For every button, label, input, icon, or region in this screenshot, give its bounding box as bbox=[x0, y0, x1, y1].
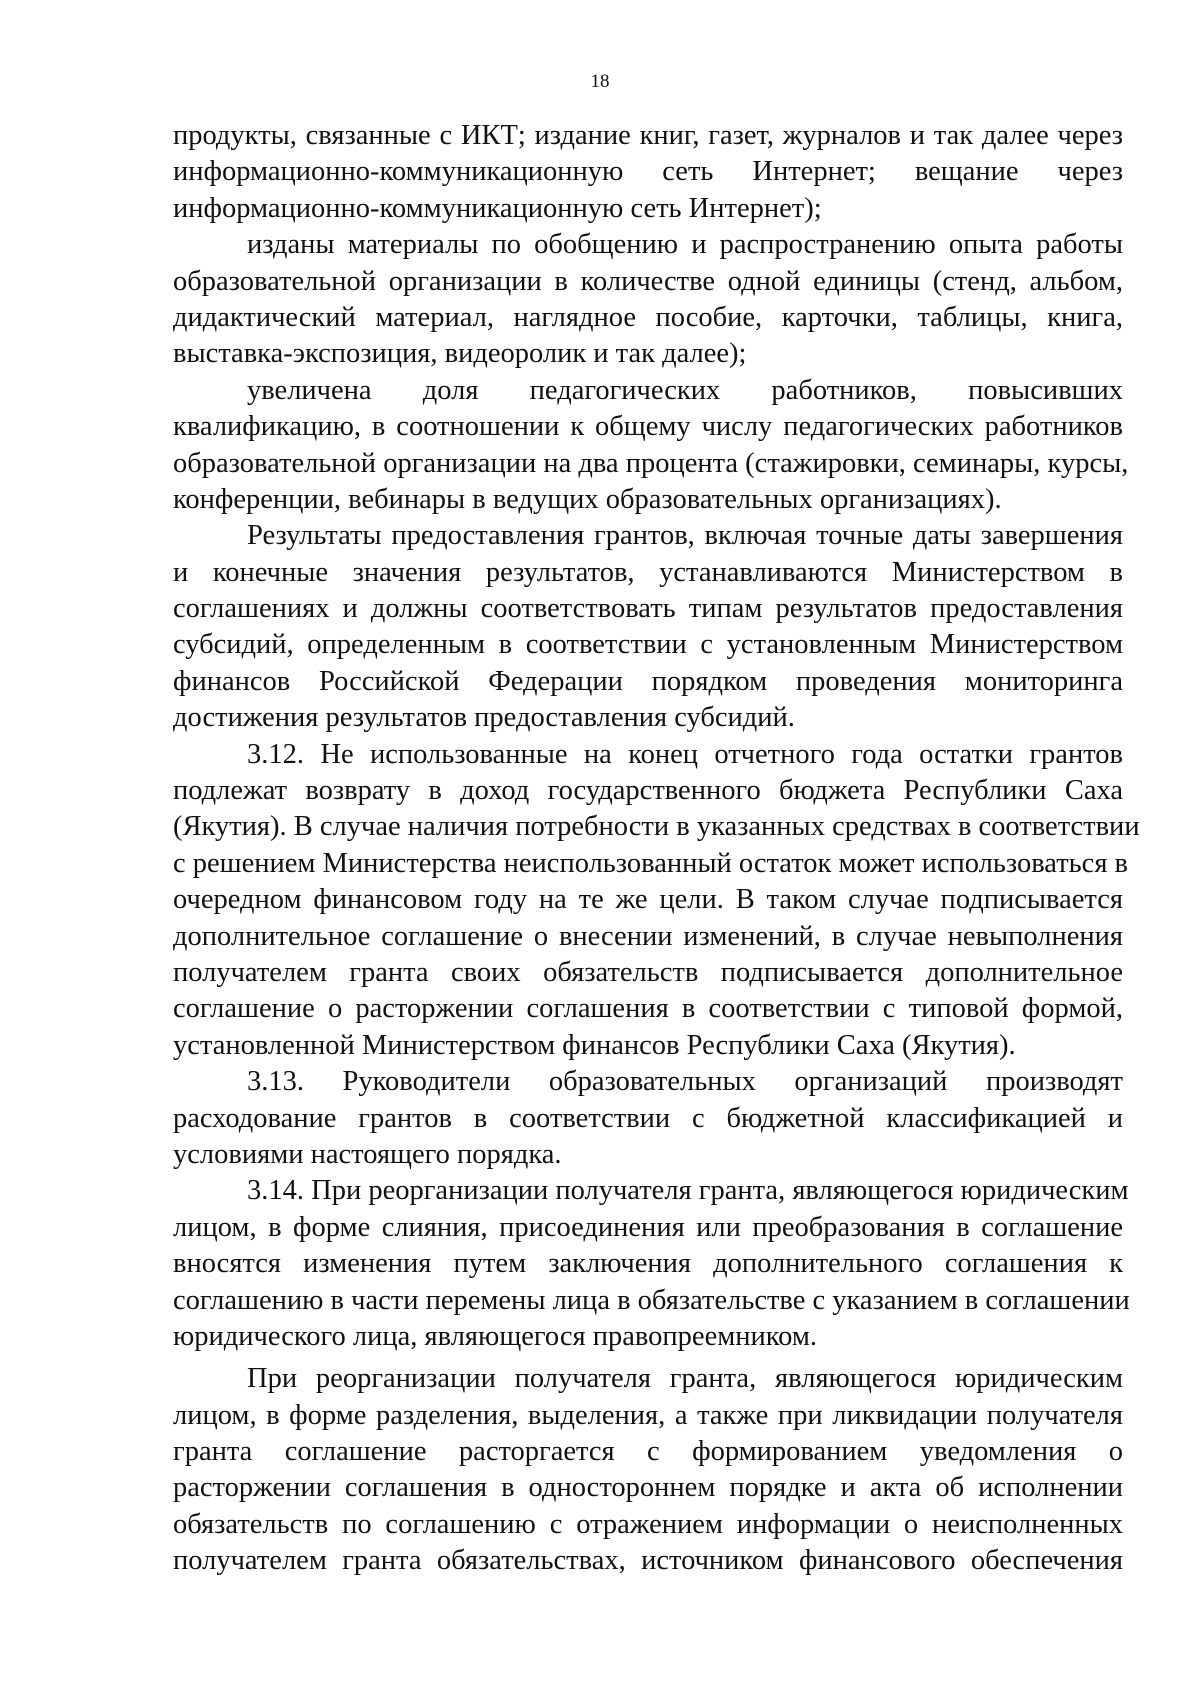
text-line: 3.14. При реорганизации получателя гранта, являющегося юридическим bbox=[247, 1175, 1129, 1207]
text-line: дополнительное соглашение о внесении изменений, в случае невыполнения bbox=[173, 920, 1123, 952]
text-line: вносятся изменения путем заключения дополнительного соглашения к bbox=[173, 1248, 1123, 1280]
page-number: 18 bbox=[590, 71, 610, 92]
text-line: соглашению в части перемены лица в обязательстве с указанием в соглашении bbox=[173, 1284, 1130, 1316]
text-line: расходование грантов в соответствии с бюджетной классификацией и bbox=[173, 1102, 1123, 1134]
text-line: изданы материалы по обобщению и распространению опыта работы bbox=[247, 229, 1123, 261]
paragraph bbox=[173, 1064, 1123, 1173]
text-line: При реорганизации получателя гранта, являющегося юридическим bbox=[247, 1363, 1123, 1395]
text-line: конференции, вебинары в ведущих образовательных организациях). bbox=[173, 483, 1002, 515]
text-line: условиями настоящего порядка. bbox=[173, 1138, 562, 1170]
text-line: обязательств по соглашению с отражением информации о неисполненных bbox=[173, 1508, 1123, 1540]
text-line: увеличена доля педагогических работников, повысивших bbox=[247, 374, 1123, 406]
text-line: информационно-коммуникационную сеть Интернет; вещание через bbox=[173, 156, 1123, 188]
paragraph bbox=[173, 118, 1123, 227]
paragraph bbox=[173, 1361, 1123, 1579]
text-line: 3.13. Руководители образовательных организаций производят bbox=[247, 1066, 1123, 1098]
text-line: гранта соглашение расторгается с формированием уведомления о bbox=[173, 1436, 1123, 1468]
text-line: выставка-экспозиция, видеоролик и так далее); bbox=[173, 338, 747, 370]
text-line: образовательной организации на два процента (стажировки, семинары, курсы, bbox=[173, 447, 1129, 479]
text-line: подлежат возврату в доход государственного бюджета Республики Саха bbox=[173, 775, 1123, 807]
text-line: и конечные значения результатов, устанавливаются Министерством в bbox=[173, 556, 1123, 588]
text-line: субсидий, определенным в соответствии с установленным Министерством bbox=[173, 629, 1123, 661]
text-line: установленной Министерством финансов Республики Саха (Якутия). bbox=[173, 1029, 1016, 1061]
text-line: получателем гранта обязательствах, источником финансового обеспечения bbox=[173, 1545, 1123, 1577]
text-line: соглашениях и должны соответствовать типам результатов предоставления bbox=[173, 593, 1123, 625]
text-line: информационно-коммуникационную сеть Интернет); bbox=[173, 192, 822, 224]
text-line: соглашение о расторжении соглашения в соответствии с типовой формой, bbox=[173, 993, 1123, 1025]
paragraph bbox=[173, 518, 1123, 736]
paragraph bbox=[173, 373, 1129, 519]
text-line: финансов Российской Федерации порядком проведения мониторинга bbox=[173, 665, 1123, 697]
text-line: 3.12. Не использованные на конец отчетного года остатки грантов bbox=[247, 738, 1123, 770]
text-line: расторжении соглашения в одностороннем порядке и акта об исполнении bbox=[173, 1472, 1123, 1504]
text-line: лицом, в форме разделения, выделения, а также при ликвидации получателя bbox=[173, 1399, 1123, 1431]
text-line: дидактический материал, наглядное пособие, карточки, таблицы, книга, bbox=[173, 301, 1123, 333]
text-line: образовательной организации в количестве одной единицы (стенд, альбом, bbox=[173, 265, 1123, 297]
paragraph bbox=[173, 1173, 1130, 1355]
text-line: лицом, в форме слияния, присоединения или преобразования в соглашение bbox=[173, 1211, 1123, 1243]
text-line: получателем гранта своих обязательств подписывается дополнительное bbox=[173, 956, 1123, 988]
text-line: с решением Министерства неиспользованный остаток может использоваться в bbox=[173, 847, 1129, 879]
text-line: (Якутия). В случае наличия потребности в указанных средствах в соответствии bbox=[173, 811, 1140, 843]
text-line: очередном финансовом году на те же цели. В таком случае подписывается bbox=[173, 884, 1123, 916]
document-body bbox=[173, 118, 1140, 1580]
text-line: юридического лица, являющегося правопреемником. bbox=[173, 1320, 818, 1352]
text-line: достижения результатов предоставления субсидий. bbox=[173, 702, 795, 734]
paragraph bbox=[173, 227, 1123, 373]
text-line: продукты, связанные с ИКТ; издание книг, газет, журналов и так далее через bbox=[173, 120, 1123, 151]
paragraph bbox=[173, 737, 1140, 1065]
text-line: Результаты предоставления грантов, включая точные даты завершения bbox=[247, 520, 1123, 552]
text-line: квалификацию, в соотношении к общему числу педагогических работников bbox=[173, 411, 1123, 443]
